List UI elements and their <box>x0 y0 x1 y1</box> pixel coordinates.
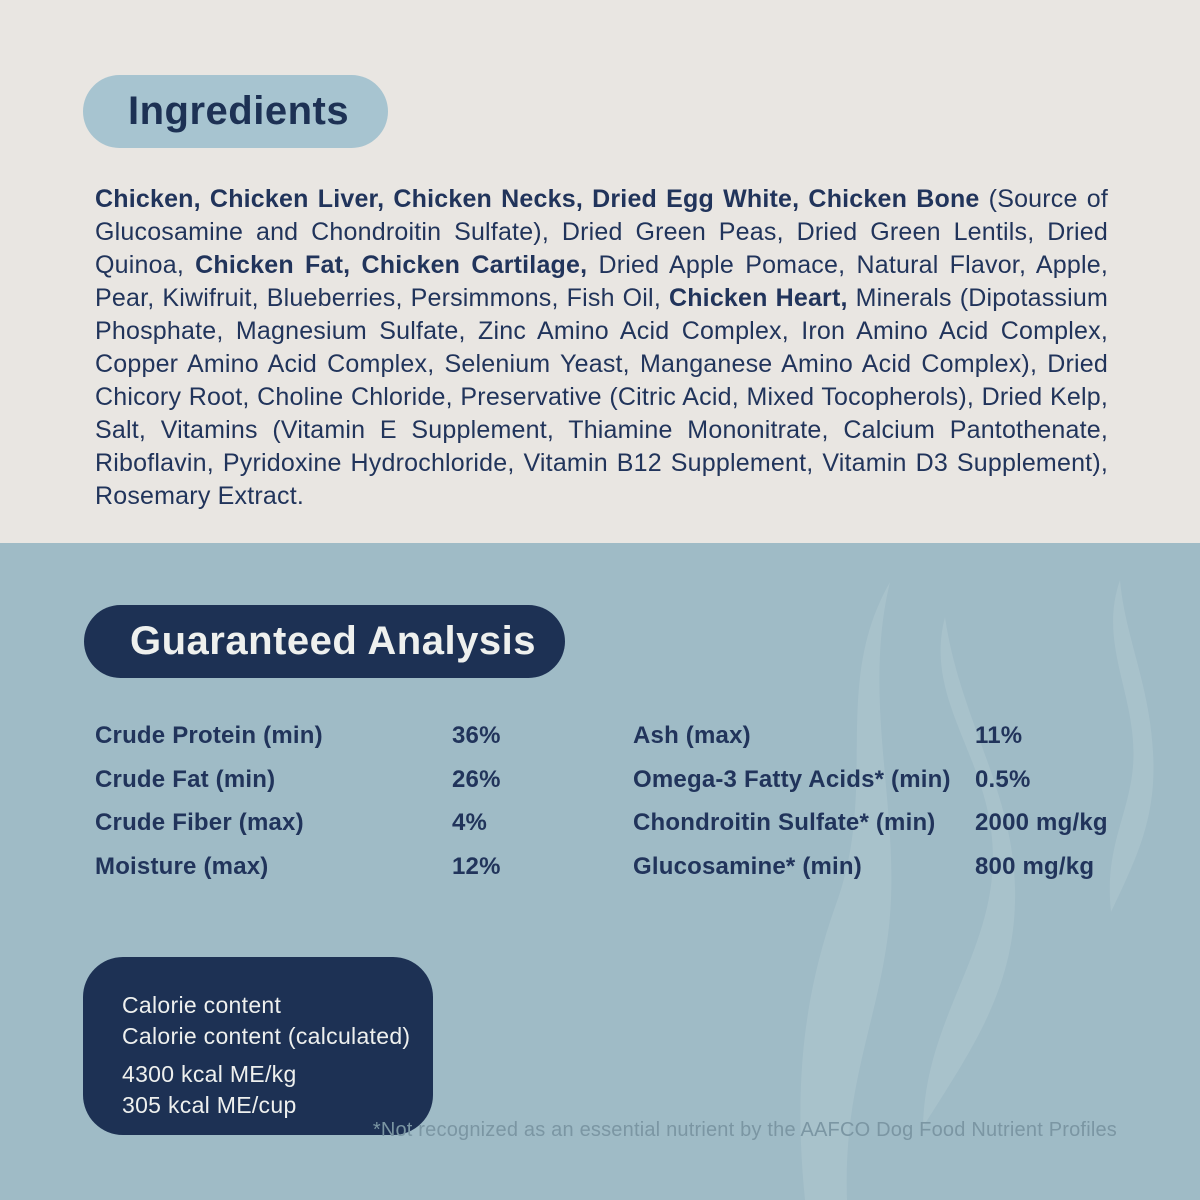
analysis-row <box>633 853 1138 897</box>
analysis-label: Ash (max) <box>633 722 751 749</box>
analysis-label: Crude Protein (min) <box>95 722 323 749</box>
analysis-label: Omega-3 Fatty Acids* (min) <box>633 765 951 793</box>
ingredient-segment: Chicken Fat, Chicken Cartilage, <box>195 251 588 279</box>
analysis-row <box>633 722 1138 766</box>
analysis-value: 0.5% <box>975 765 1031 793</box>
analysis-value: 26% <box>452 765 501 793</box>
analysis-row <box>95 809 620 853</box>
calorie-content-line: Calorie content <box>122 992 282 1018</box>
aafco-footnote: *Not recognized as an essential nutrient by the AAFCO Dog Food Nutrient Profiles <box>372 1119 1117 1141</box>
calorie-content-line: Calorie content (calculated) <box>122 1023 411 1049</box>
analysis-row <box>95 766 620 810</box>
ingredients-title: Ingredients <box>128 89 350 133</box>
analysis-row <box>633 766 1138 810</box>
analysis-label: Crude Fiber (max) <box>95 809 304 836</box>
analysis-row <box>95 722 620 766</box>
analysis-value: 12% <box>452 852 501 880</box>
analysis-row <box>95 853 620 897</box>
analysis-row <box>633 809 1138 853</box>
analysis-column-left <box>95 722 620 896</box>
ingredient-segment: (Source of Glucosamine and Chondroitin Sulfate), Dried Green Peas, Dried Green Lentils, Dried Quinoa, <box>95 185 1108 279</box>
calorie-values <box>122 1059 433 1121</box>
ingredient-segment: Minerals (Dipotassium Phosphate, Magnesium Sulfate, Zinc Amino Acid Complex, Iron Amino Acid Complex, Copper Amino Acid Complex, Selenium Yeast, Manganese Amino Acid Complex), Dried Chicory Root, Choline Chloride, Preservative (Citric Acid, Mixed Tocopherols), Dried Kelp, Salt, Vitamins (Vitamin E Supplement, Thiamine Mononitrate, Calcium Pantothenate, Riboflavin, Pyridoxine Hydrochloride, Vitamin B12 Supplement, Vitamin D3 Supplement), Rosemary Extract. <box>95 284 1108 510</box>
analysis-column-right <box>633 722 1138 896</box>
analysis-label: Glucosamine* (min) <box>633 852 862 880</box>
ingredient-segment: Chicken, Chicken Liver, Chicken Necks, Dried Egg White, Chicken Bone <box>95 185 980 213</box>
analysis-value: 800 mg/kg <box>975 852 1095 880</box>
analysis-label: Crude Fat (min) <box>95 765 276 793</box>
ingredient-segment: Dried Apple Pomace, Natural Flavor, Apple, Pear, Kiwifruit, Blueberries, Persimmons, Fish Oil, <box>95 251 1109 312</box>
ingredients-title-badge <box>83 75 388 148</box>
ingredients-section <box>0 0 1200 543</box>
analysis-value: 11% <box>975 722 1023 749</box>
analysis-value: 2000 mg/kg <box>975 809 1108 836</box>
analysis-label: Chondroitin Sulfate* (min) <box>633 809 936 836</box>
ingredient-segment: Chicken Heart, <box>668 284 848 312</box>
analysis-value: 36% <box>452 722 501 749</box>
calorie-value-line: 4300 kcal ME/kg <box>122 1061 297 1087</box>
calorie-value-line: 305 kcal ME/cup <box>122 1092 297 1118</box>
calorie-content-box <box>83 957 433 1135</box>
analysis-label: Moisture (max) <box>95 852 269 880</box>
guaranteed-analysis-title-badge <box>84 605 565 678</box>
ingredients-text <box>95 183 1108 513</box>
analysis-value: 4% <box>452 809 488 836</box>
guaranteed-analysis-title: Guaranteed Analysis <box>130 619 536 663</box>
